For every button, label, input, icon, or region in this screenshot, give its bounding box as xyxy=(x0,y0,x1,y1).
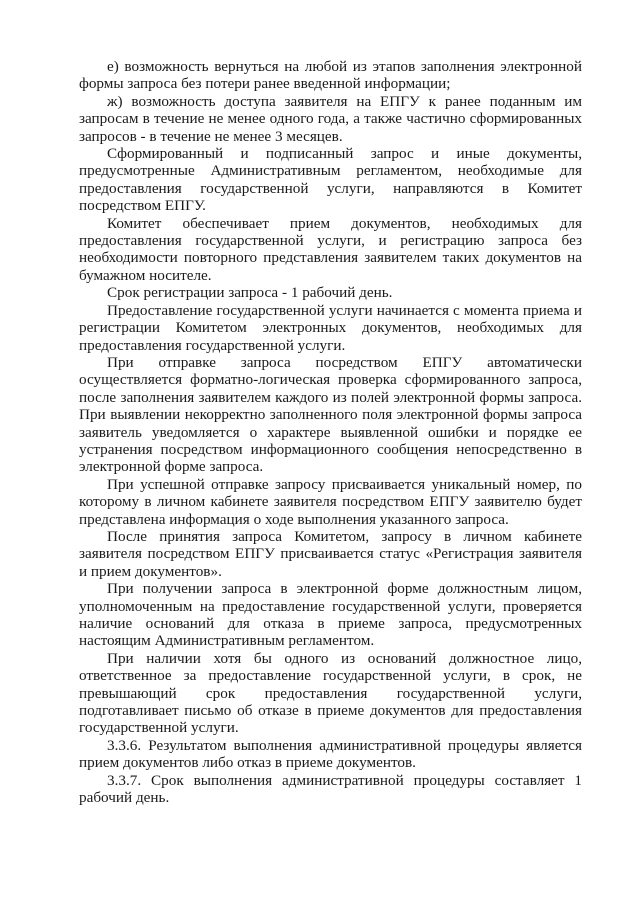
paragraph-registration-term: Срок регистрации запроса - 1 рабочий день. xyxy=(107,284,393,302)
paragraph-item-zh: ж) возможность доступа заявителя на ЕПГУ к ранее поданным им запросам в течение не менее одного года, а также частично сформированных запросов - в течение не менее 3 месяцев. xyxy=(79,92,582,145)
paragraph-service-start: Предоставление государственной услуги начинается с момента приема и регистрации Комитетом электронных документов, необходимых для предоставления государственной услуги. xyxy=(79,301,582,354)
paragraph-request-submission: Сформированный и подписанный запрос и иные документы, предусмотренные Административным регламентом, необходимые для предоставления государственной услуги, направляются в Комитет посредством ЕПГУ. xyxy=(79,145,582,215)
paragraph-unique-number: При успешной отправке запросу присваивается уникальный номер, по которому в личном кабинете заявителя посредством ЕПГУ заявителю будет представлена информация о ходе выполнения указанного запроса. xyxy=(79,475,582,528)
paragraph-3-3-7: 3.3.7. Срок выполнения административной процедуры составляет 1 рабочий день. xyxy=(79,771,582,807)
paragraph-3-3-6: 3.3.6. Результатом выполнения административной процедуры является прием документов либо отказ в приеме документов. xyxy=(79,736,582,772)
paragraph-item-e: е) возможность вернуться на любой из этапов заполнения электронной формы запроса без потери ранее введенной информации; xyxy=(79,58,582,93)
paragraph-format-check: При отправке запроса посредством ЕПГУ автоматически осуществляется форматно-логическая проверка сформированного запроса, после заполнения заявителем каждого из полей электронной формы запроса. При выявлении некорректно заполненного поля электронной формы запроса заявитель уведомляется о характере выявленной ошибки и порядке ее устранения посредством информационного сообщения непосредственно в электронной форме запроса. xyxy=(79,353,582,476)
document-body xyxy=(79,58,582,806)
paragraph-status-assignment: После принятия запроса Комитетом, запросу в личном кабинете заявителя посредством ЕПГУ присваивается статус «Регистрация заявителя и прием документов». xyxy=(79,527,582,580)
paragraph-refusal-letter: При наличии хотя бы одного из оснований должностное лицо, ответственное за предоставление государственной услуги, в срок, не превышающий срок предоставления государственной услуги, подготавливает письмо об отказе в приеме документов для предоставления государственной услуги. xyxy=(79,649,582,737)
paragraph-grounds-check: При получении запроса в электронной форме должностным лицом, уполномоченным на предоставление государственной услуги, проверяется наличие оснований для отказа в приеме запроса, предусмотренных настоящим Административным регламентом. xyxy=(79,580,582,650)
paragraph-committee-acceptance: Комитет обеспечивает прием документов, необходимых для предоставления государственной услуги, и регистрацию запроса без необходимости повторного представления заявителем таких документов на бумажном носителе. xyxy=(79,214,582,284)
